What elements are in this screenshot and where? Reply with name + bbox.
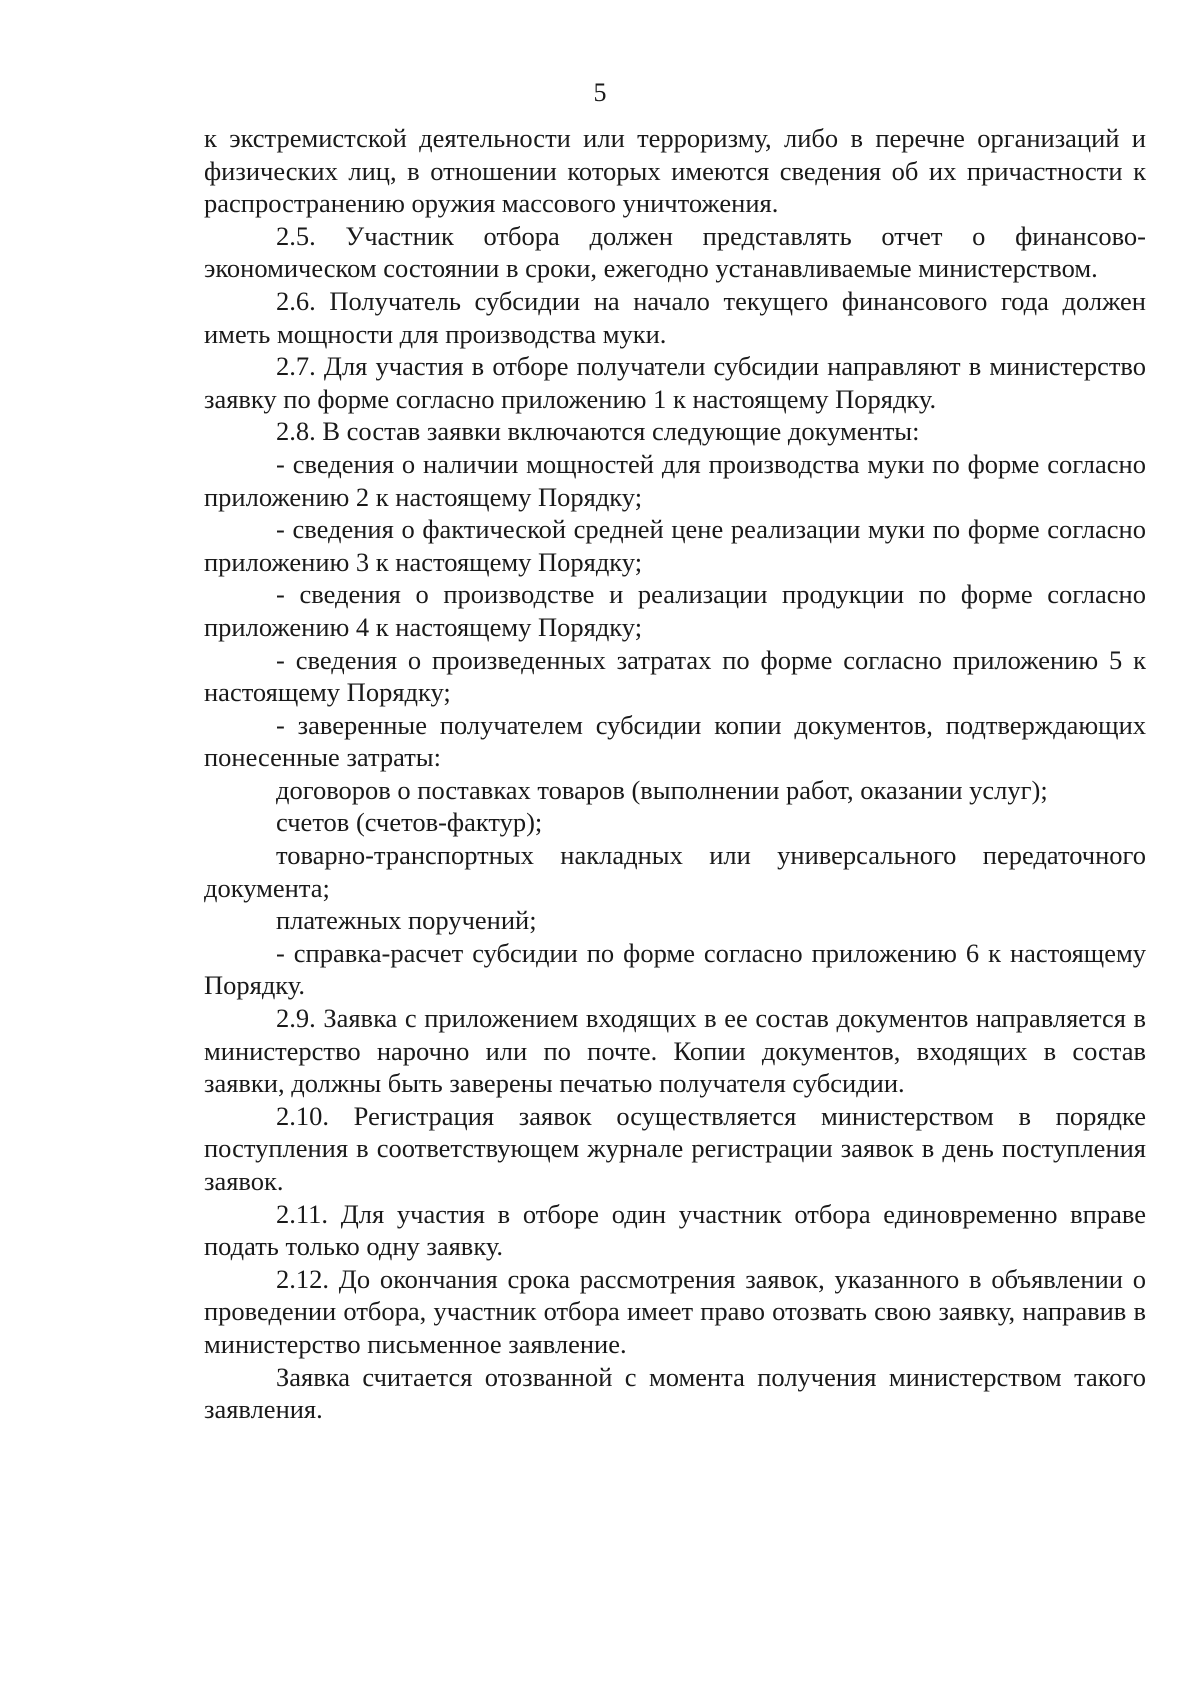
sub-list-item: товарно-транспортных накладных или универсального передаточного документа; xyxy=(204,840,1146,903)
paragraph: 2.11. Для участия в отборе один участник отбора единовременно вправе подать только одну заявку. xyxy=(204,1198,1146,1262)
sub-list-item: договоров о поставках товаров (выполнении работ, оказании услуг); xyxy=(276,774,1048,805)
document-body xyxy=(204,122,1146,1426)
paragraph: 2.7. Для участия в отборе получатели субсидии направляют в министерство заявку по форме согласно приложению 1 к настоящему Порядку. xyxy=(204,351,1146,414)
list-item: - заверенные получателем субсидии копии документов, подтверждающих понесенные затраты: xyxy=(204,709,1146,773)
paragraph: 2.12. До окончания срока рассмотрения заявок, указанного в объявлении о проведении отбора, участник отбора имеет право отозвать свою заявку, направив в министерство письменное заявление. xyxy=(204,1263,1146,1359)
paragraph: Заявка считается отозванной с момента получения министерством такого заявления. xyxy=(204,1361,1146,1425)
list-item: - сведения о фактической средней цене реализации муки по форме согласно приложению 3 к настоящему Порядку; xyxy=(204,514,1146,577)
paragraph: 2.9. Заявка с приложением входящих в ее состав документов направляется в министерство нарочно или по почте. Копии документов, входящих в состав заявки, должны быть заверены печатью получателя субсидии. xyxy=(204,1003,1146,1099)
paragraph: 2.10. Регистрация заявок осуществляется министерством в порядке поступления в соответствующем журнале регистрации заявок в день поступления заявок. xyxy=(204,1100,1146,1196)
list-item: - сведения о произведенных затратах по форме согласно приложению 5 к настоящему Порядку; xyxy=(204,644,1146,708)
sub-list-item: счетов (счетов-фактур); xyxy=(276,807,543,838)
sub-list-item: платежных поручений; xyxy=(276,905,537,936)
list-item: - справка-расчет субсидии по форме согласно приложению 6 к настоящему Порядку. xyxy=(204,937,1146,1001)
page-number: 5 xyxy=(593,78,607,107)
paragraph: к экстремистской деятельности или терроризму, либо в перечне организаций и физических лиц, в отношении которых имеются сведения об их причастности к распространению оружия массового уничтожения. xyxy=(204,123,1146,219)
list-item: - сведения о производстве и реализации продукции по форме согласно приложению 4 к настоящему Порядку; xyxy=(204,579,1146,642)
paragraph: 2.8. В состав заявки включаются следующие документы: xyxy=(276,416,920,447)
list-item: - сведения о наличии мощностей для производства муки по форме согласно приложению 2 к настоящему Порядку; xyxy=(204,448,1146,512)
paragraph: 2.5. Участник отбора должен представлять отчет о финансово-экономическом состоянии в сроки, ежегодно устанавливаемые министерством. xyxy=(204,220,1146,284)
paragraph: 2.6. Получатель субсидии на начало текущего финансового года должен иметь мощности для производства муки. xyxy=(204,285,1146,349)
